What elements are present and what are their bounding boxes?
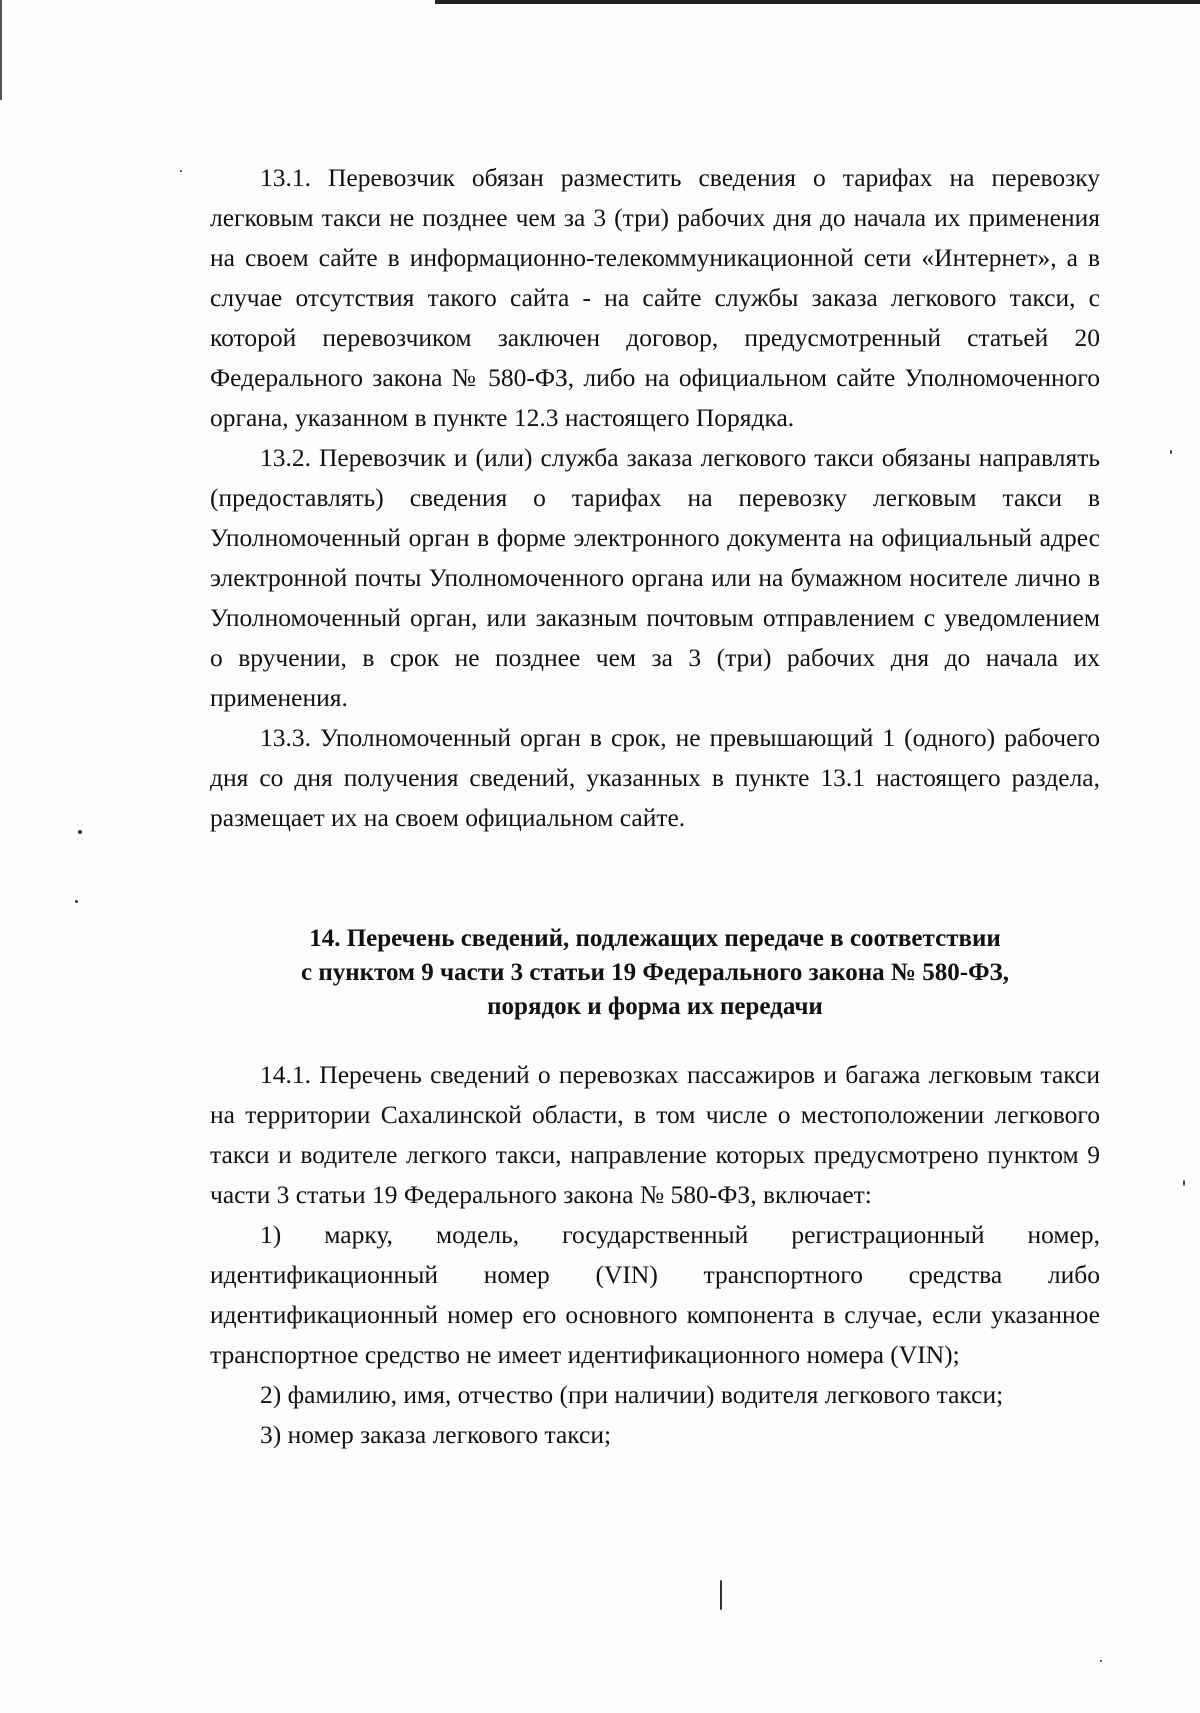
scan-speck bbox=[720, 1580, 722, 1610]
paragraph-14-1: 14.1. Перечень сведений о перевозках пассажиров и багажа легковым такси на территории Сахалинской области, в том числе о местоположении легкового такси и водителе легкого такси, направление которых предусмотрено пунктом 9 части 3 статьи 19 Федерального закона № 580-ФЗ, включает: bbox=[210, 1060, 1100, 1209]
heading-line-3: порядок и форма их передачи bbox=[487, 993, 823, 1020]
section-14-body bbox=[210, 1055, 1100, 1455]
paragraph-13-1: 13.1. Перевозчик обязан разместить сведения о тарифах на перевозку легковым такси не позднее чем за 3 (три) рабочих дня до начала их применения на своем сайте в информационно-телекоммуникационной сети «Интернет», а в случае отсутствия такого сайта - на сайте службы заказа легкового такси, с которой перевозчиком заключен договор, предусмотренный статьей 20 Федерального закона № 580-ФЗ, либо на официальном сайте Уполномоченного органа, указанном в пункте 12.3 настоящего Порядка. bbox=[210, 163, 1100, 432]
scan-speck bbox=[180, 170, 182, 172]
scan-speck bbox=[78, 830, 82, 834]
list-item-2: 2) фамилию, имя, отчество (при наличии) водителя легкового такси; bbox=[260, 1380, 1004, 1409]
paragraph-13-2: 13.2. Перевозчик и (или) служба заказа легкового такси обязаны направлять (предоставлять) сведения о тарифах на перевозку легковым такси в Уполномоченный орган в форме электронного документа на официальный адрес электронной почты Уполномоченного органа или на бумажном носителе лично в Уполномоченный орган, или заказным почтовым отправлением с уведомлением о вручении, в срок не позднее чем за 3 (три) рабочих дня до начала их применения. bbox=[210, 443, 1100, 712]
scan-top-border bbox=[435, 0, 1200, 4]
list-item-3: 3) номер заказа легкового такси; bbox=[260, 1420, 612, 1449]
list-item-1: 1) марку, модель, государственный регистрационный номер, идентификационный номер (VIN) транспортного средства либо идентификационный номер его основного компонента в случае, если указанное транспортное средство не имеет идентификационного номера (VIN); bbox=[210, 1220, 1100, 1369]
heading-line-1: 14. Перечень сведений, подлежащих передаче в соответствии bbox=[309, 925, 1001, 952]
scan-speck bbox=[1100, 1660, 1102, 1662]
scan-left-border bbox=[0, 0, 2, 100]
scan-speck bbox=[1170, 450, 1172, 454]
scan-speck bbox=[1183, 1180, 1185, 1186]
section-13-body bbox=[210, 158, 1100, 838]
scan-speck bbox=[75, 900, 78, 903]
heading-line-2: с пунктом 9 части 3 статьи 19 Федерального закона № 580-ФЗ, bbox=[300, 959, 1009, 986]
paragraph-13-3: 13.3. Уполномоченный орган в срок, не превышающий 1 (одного) рабочего дня со дня получения сведений, указанных в пункте 13.1 настоящего раздела, размещает их на своем официальном сайте. bbox=[210, 723, 1100, 832]
section-14-heading bbox=[210, 922, 1100, 1024]
